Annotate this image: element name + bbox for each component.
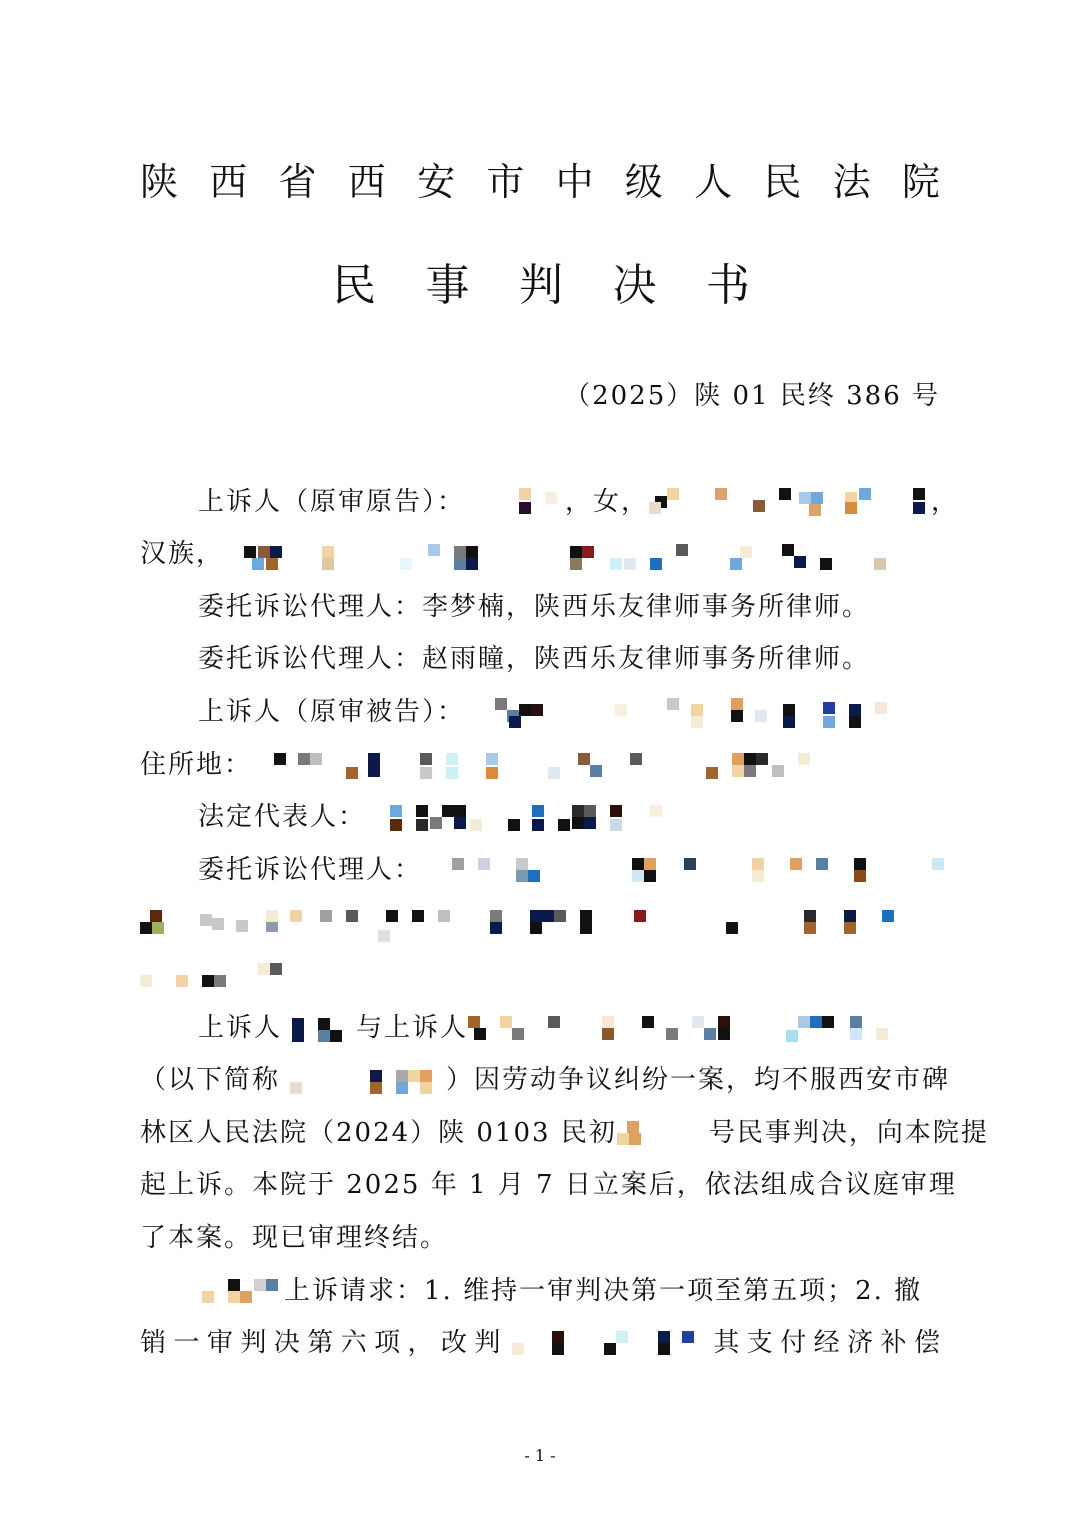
mosaic-cell bbox=[753, 500, 765, 512]
mosaic-cell bbox=[799, 492, 811, 504]
mosaic-cell bbox=[854, 858, 866, 870]
agent-3-label: 委托诉讼代理人： bbox=[198, 855, 423, 885]
mosaic-cell bbox=[615, 704, 627, 716]
case-intro-line bbox=[140, 1008, 942, 1048]
mosaic-cell bbox=[478, 858, 490, 870]
mosaic-cell bbox=[454, 546, 466, 558]
mosaic-cell bbox=[176, 975, 188, 987]
mosaic-cell bbox=[532, 819, 544, 831]
mosaic-cell bbox=[844, 910, 856, 922]
mosaic-cell bbox=[416, 805, 428, 817]
mosaic-cell bbox=[390, 805, 402, 817]
mosaic-cell bbox=[632, 858, 644, 870]
mosaic-cell bbox=[519, 704, 531, 716]
mosaic-cell bbox=[658, 1343, 670, 1355]
case-line-3 bbox=[140, 1113, 989, 1153]
mosaic-cell bbox=[604, 1343, 616, 1355]
mosaic-cell bbox=[582, 546, 594, 558]
mosaic-cell bbox=[850, 1028, 862, 1040]
mosaic-cell bbox=[786, 1030, 798, 1042]
agent-2-line: 委托诉讼代理人：赵雨瞳，陕西乐友律师事务所律师。 bbox=[198, 644, 871, 674]
redacted-line-2 bbox=[140, 955, 942, 995]
mosaic-cell bbox=[400, 558, 412, 570]
appellant-1-line-2 bbox=[140, 534, 942, 574]
mosaic-cell bbox=[258, 546, 270, 558]
mosaic-cell bbox=[820, 558, 832, 570]
mosaic-cell bbox=[236, 920, 248, 932]
mosaic-cell bbox=[266, 910, 278, 922]
mosaic-cell bbox=[610, 558, 622, 570]
mosaic-cell bbox=[649, 502, 661, 514]
mosaic-cell bbox=[632, 870, 644, 882]
case-number: （2025）陕 01 民终 386 号 bbox=[564, 381, 940, 411]
mosaic-cell bbox=[616, 1331, 628, 1343]
mosaic-cell bbox=[578, 753, 590, 765]
mosaic-cell bbox=[849, 716, 861, 728]
mosaic-cell bbox=[298, 753, 310, 765]
mosaic-cell bbox=[849, 704, 861, 716]
mosaic-cell bbox=[486, 753, 498, 765]
mosaic-cell bbox=[454, 558, 466, 570]
redacted-line-1 bbox=[140, 902, 942, 942]
mosaic-cell bbox=[570, 546, 582, 558]
mosaic-cell bbox=[446, 753, 458, 765]
agent-3-line bbox=[140, 850, 942, 890]
mosaic-cell bbox=[474, 1028, 486, 1040]
mosaic-cell bbox=[512, 1343, 524, 1355]
mosaic-cell bbox=[554, 910, 566, 922]
mosaic-cell bbox=[804, 922, 816, 934]
mosaic-cell bbox=[438, 910, 450, 922]
mosaic-cell bbox=[254, 1279, 266, 1291]
page-number: - 1 - bbox=[524, 1446, 556, 1465]
mosaic-cell bbox=[634, 910, 646, 922]
mosaic-cell bbox=[809, 504, 821, 516]
mosaic-cell bbox=[798, 1016, 810, 1028]
court-name-char: 西 bbox=[347, 160, 386, 204]
mosaic-cell bbox=[570, 558, 582, 570]
redacted-agent bbox=[422, 856, 942, 886]
mosaic-cell bbox=[152, 922, 164, 934]
mosaic-cell bbox=[684, 858, 696, 870]
mosaic-cell bbox=[252, 558, 264, 570]
redacted-name bbox=[200, 1277, 284, 1307]
mosaic-cell bbox=[416, 819, 428, 831]
mosaic-cell bbox=[378, 930, 390, 942]
agent-1-line: 委托诉讼代理人：李梦楠，陕西乐友律师事务所律师。 bbox=[198, 592, 871, 622]
mosaic-cell bbox=[794, 556, 806, 568]
case-line-2 bbox=[140, 1060, 951, 1100]
mosaic-cell bbox=[876, 1028, 888, 1040]
mosaic-cell bbox=[531, 704, 543, 716]
mosaic-cell bbox=[320, 910, 332, 922]
appellant-2-label: 上诉人（原审被告）： bbox=[198, 697, 466, 727]
mosaic-cell bbox=[420, 767, 432, 779]
mosaic-cell bbox=[650, 805, 662, 817]
redacted-name bbox=[508, 1329, 708, 1359]
mosaic-cell bbox=[706, 767, 718, 779]
mosaic-cell bbox=[396, 1070, 408, 1082]
mosaic-cell bbox=[468, 1016, 480, 1028]
mosaic-cell bbox=[386, 910, 398, 922]
mosaic-cell bbox=[798, 753, 810, 765]
case-line-3-a: 林区人民法院（2024）陕 0103 民初 bbox=[140, 1118, 617, 1148]
mosaic-cell bbox=[412, 910, 424, 922]
mosaic-cell bbox=[292, 1030, 304, 1042]
court-name-char: 人 bbox=[694, 160, 733, 204]
mosaic-cell bbox=[490, 922, 502, 934]
mosaic-cell bbox=[490, 910, 502, 922]
mosaic-cell bbox=[558, 819, 570, 831]
mosaic-cell bbox=[731, 698, 743, 710]
mosaic-cell bbox=[202, 1291, 214, 1303]
court-name-char: 市 bbox=[486, 160, 525, 204]
mosaic-cell bbox=[610, 805, 622, 817]
appellant-1-comma: ， bbox=[931, 487, 960, 517]
mosaic-cell bbox=[666, 1028, 678, 1040]
mosaic-cell bbox=[602, 1016, 614, 1028]
court-name-char: 安 bbox=[417, 160, 456, 204]
mosaic-cell bbox=[466, 558, 478, 570]
mosaic-cell bbox=[408, 1070, 420, 1082]
mosaic-cell bbox=[874, 558, 886, 570]
mosaic-cell bbox=[454, 805, 466, 817]
claim-text: 上诉请求：1. 维持一审判决第一项至第五项；2. 撤 bbox=[284, 1276, 923, 1306]
court-name-heading bbox=[140, 152, 940, 212]
appellant-1-label: 上诉人（原审原告）： bbox=[198, 487, 466, 517]
mosaic-cell bbox=[854, 870, 866, 882]
mosaic-cell bbox=[548, 1016, 560, 1028]
mosaic-cell bbox=[428, 544, 440, 556]
mosaic-cell bbox=[755, 710, 767, 722]
mosaic-cell bbox=[266, 1279, 278, 1291]
mosaic-cell bbox=[650, 558, 662, 570]
redacted-block bbox=[140, 908, 940, 938]
mosaic-cell bbox=[629, 1133, 641, 1145]
mosaic-cell bbox=[845, 502, 857, 514]
mosaic-cell bbox=[508, 819, 520, 831]
mosaic-cell bbox=[744, 753, 756, 765]
mosaic-cell bbox=[442, 805, 454, 817]
court-name-char: 省 bbox=[278, 160, 317, 204]
mosaic-cell bbox=[228, 1291, 240, 1303]
redacted-company bbox=[468, 1014, 888, 1044]
mosaic-cell bbox=[368, 765, 380, 777]
doc-title-char: 书 bbox=[706, 260, 750, 311]
mosaic-cell bbox=[370, 1082, 382, 1094]
mosaic-cell bbox=[258, 963, 270, 975]
case-line-5: 了本案。现已审理终结。 bbox=[140, 1223, 449, 1253]
mosaic-cell bbox=[691, 704, 703, 716]
mosaic-cell bbox=[816, 858, 828, 870]
mosaic-cell bbox=[512, 1028, 524, 1040]
mosaic-cell bbox=[644, 870, 656, 882]
mosaic-cell bbox=[658, 1331, 670, 1343]
mosaic-cell bbox=[274, 753, 286, 765]
mosaic-cell bbox=[584, 805, 596, 817]
mosaic-cell bbox=[913, 488, 925, 500]
mosaic-cell bbox=[346, 767, 358, 779]
mosaic-cell bbox=[783, 704, 795, 716]
mosaic-cell bbox=[519, 488, 531, 500]
mosaic-cell bbox=[676, 544, 688, 556]
mosaic-cell bbox=[932, 858, 944, 870]
mosaic-cell bbox=[290, 910, 302, 922]
mosaic-cell bbox=[752, 870, 764, 882]
mosaic-cell bbox=[528, 870, 540, 882]
redacted-name bbox=[280, 1066, 446, 1096]
mosaic-cell bbox=[266, 558, 278, 570]
mosaic-cell bbox=[627, 1121, 639, 1133]
address-label: 住所地： bbox=[140, 750, 253, 780]
doc-title-char: 事 bbox=[425, 260, 470, 311]
mosaic-cell bbox=[270, 546, 282, 558]
mosaic-cell bbox=[420, 753, 432, 765]
mosaic-cell bbox=[859, 488, 871, 500]
mosaic-cell bbox=[530, 922, 542, 934]
redacted-block bbox=[140, 961, 290, 991]
court-name-char: 院 bbox=[901, 160, 940, 204]
mosaic-cell bbox=[811, 492, 823, 504]
mosaic-cell bbox=[790, 858, 802, 870]
mosaic-cell bbox=[602, 1028, 614, 1040]
mosaic-cell bbox=[844, 922, 856, 934]
mosaic-cell bbox=[875, 702, 887, 714]
mosaic-cell bbox=[552, 1331, 564, 1343]
address-line bbox=[140, 745, 942, 785]
mosaic-cell bbox=[516, 858, 528, 870]
mosaic-cell bbox=[718, 1028, 730, 1040]
court-name-char: 西 bbox=[209, 160, 248, 204]
mosaic-cell bbox=[292, 1018, 304, 1030]
mosaic-cell bbox=[318, 1018, 330, 1030]
mosaic-cell bbox=[140, 922, 152, 934]
mosaic-cell bbox=[624, 558, 636, 570]
redacted-address bbox=[252, 751, 872, 781]
mosaic-cell bbox=[572, 805, 584, 817]
court-name-char: 中 bbox=[555, 160, 594, 204]
mosaic-cell bbox=[495, 698, 507, 710]
court-name-char: 级 bbox=[624, 160, 663, 204]
mosaic-cell bbox=[310, 753, 322, 765]
court-name-char: 陕 bbox=[140, 160, 179, 204]
mosaic-cell bbox=[500, 1016, 512, 1028]
mosaic-cell bbox=[779, 488, 791, 500]
document-type-heading bbox=[332, 254, 750, 318]
mosaic-cell bbox=[704, 1028, 716, 1040]
mosaic-cell bbox=[270, 963, 282, 975]
mosaic-cell bbox=[519, 502, 531, 514]
redacted-name bbox=[282, 1014, 356, 1044]
mosaic-cell bbox=[617, 1133, 629, 1145]
mosaic-cell bbox=[682, 1331, 694, 1343]
mosaic-cell bbox=[370, 1070, 382, 1082]
claim-line-2 bbox=[140, 1323, 942, 1363]
mosaic-cell bbox=[454, 817, 466, 829]
mosaic-cell bbox=[744, 765, 756, 777]
mosaic-cell bbox=[552, 1343, 564, 1355]
mosaic-cell bbox=[913, 502, 925, 514]
mosaic-cell bbox=[823, 716, 835, 728]
court-name-char: 民 bbox=[763, 160, 802, 204]
redacted-name bbox=[465, 488, 565, 518]
mosaic-cell bbox=[470, 819, 482, 831]
case-intro-appellant: 上诉人 bbox=[198, 1013, 283, 1043]
mosaic-cell bbox=[580, 922, 592, 934]
mosaic-cell bbox=[330, 1030, 342, 1042]
mosaic-cell bbox=[396, 1082, 408, 1094]
mosaic-cell bbox=[420, 1082, 432, 1094]
mosaic-cell bbox=[322, 546, 334, 558]
mosaic-cell bbox=[545, 492, 557, 504]
mosaic-cell bbox=[516, 870, 528, 882]
mosaic-cell bbox=[420, 1070, 432, 1082]
redacted-info bbox=[649, 488, 931, 518]
appellant-1-sex: ，女， bbox=[565, 487, 650, 517]
mosaic-cell bbox=[202, 975, 214, 987]
mosaic-cell bbox=[732, 753, 744, 765]
redacted-name bbox=[366, 803, 666, 833]
mosaic-cell bbox=[740, 546, 752, 558]
mosaic-cell bbox=[783, 716, 795, 728]
mosaic-cell bbox=[810, 1016, 822, 1028]
mosaic-cell bbox=[244, 546, 256, 558]
mosaic-cell bbox=[715, 488, 727, 500]
mosaic-cell bbox=[691, 716, 703, 728]
mosaic-cell bbox=[390, 819, 402, 831]
mosaic-cell bbox=[732, 765, 744, 777]
mosaic-cell bbox=[214, 975, 226, 987]
appellant-1-ethnicity: 汉族， bbox=[140, 539, 225, 569]
mosaic-cell bbox=[240, 1291, 252, 1303]
mosaic-cell bbox=[822, 1016, 834, 1028]
case-line-4: 起上诉。本院于 2025 年 1 月 7 日立案后，依法组成合议庭审理 bbox=[140, 1170, 957, 1200]
mosaic-cell bbox=[346, 910, 358, 922]
mosaic-cell bbox=[823, 702, 835, 714]
mosaic-cell bbox=[731, 710, 743, 722]
mosaic-cell bbox=[730, 558, 742, 570]
doc-title-char: 判 bbox=[519, 260, 563, 311]
mosaic-cell bbox=[322, 558, 334, 570]
claim-line-2-b: 其支付经济补偿 bbox=[707, 1328, 942, 1358]
redacted-company bbox=[465, 698, 885, 728]
mosaic-cell bbox=[726, 922, 738, 934]
legal-rep-label: 法定代表人： bbox=[198, 802, 367, 832]
mosaic-cell bbox=[882, 910, 894, 922]
case-line-3-b: 号民事判决，向本院提 bbox=[708, 1118, 989, 1148]
mosaic-cell bbox=[692, 1016, 704, 1028]
mosaic-cell bbox=[572, 817, 584, 829]
appellant-1-line bbox=[140, 482, 960, 522]
mosaic-cell bbox=[590, 765, 602, 777]
mosaic-cell bbox=[368, 753, 380, 765]
mosaic-cell bbox=[630, 753, 642, 765]
mosaic-cell bbox=[446, 767, 458, 779]
mosaic-cell bbox=[667, 488, 679, 500]
mosaic-cell bbox=[772, 765, 784, 777]
claim-line bbox=[140, 1271, 942, 1311]
mosaic-cell bbox=[850, 1016, 862, 1028]
appellant-2-line bbox=[140, 692, 942, 732]
mosaic-cell bbox=[752, 858, 764, 870]
mosaic-cell bbox=[228, 1279, 240, 1291]
mosaic-cell bbox=[580, 910, 592, 922]
case-line-2-b: ）因劳动争议纠纷一案，均不服西安市碑 bbox=[446, 1065, 951, 1095]
mosaic-cell bbox=[584, 817, 596, 829]
mosaic-cell bbox=[290, 1082, 302, 1094]
mosaic-cell bbox=[212, 918, 224, 930]
mosaic-cell bbox=[200, 914, 212, 926]
mosaic-cell bbox=[530, 910, 542, 922]
mosaic-cell bbox=[718, 1016, 730, 1028]
doc-title-char: 决 bbox=[612, 260, 657, 311]
case-intro-and: 与上诉人 bbox=[356, 1013, 469, 1043]
mosaic-cell bbox=[318, 1030, 330, 1042]
redacted-info bbox=[224, 540, 874, 570]
mosaic-cell bbox=[804, 910, 816, 922]
mosaic-cell bbox=[430, 817, 442, 829]
mosaic-cell bbox=[782, 544, 794, 556]
mosaic-cell bbox=[548, 767, 560, 779]
mosaic-cell bbox=[140, 975, 152, 987]
doc-title-char: 民 bbox=[332, 260, 376, 311]
claim-line-2-a: 销一审判决第六项，改判 bbox=[140, 1328, 508, 1358]
mosaic-cell bbox=[542, 910, 554, 922]
mosaic-cell bbox=[642, 1016, 654, 1028]
mosaic-cell bbox=[509, 716, 521, 728]
mosaic-cell bbox=[452, 858, 464, 870]
mosaic-cell bbox=[486, 767, 498, 779]
legal-rep-line bbox=[140, 797, 942, 837]
mosaic-cell bbox=[610, 819, 622, 831]
mosaic-cell bbox=[644, 858, 656, 870]
mosaic-cell bbox=[667, 698, 679, 710]
redacted-number bbox=[617, 1119, 709, 1149]
court-name-char: 法 bbox=[832, 160, 871, 204]
mosaic-cell bbox=[466, 546, 478, 558]
mosaic-cell bbox=[756, 753, 768, 765]
case-line-2-a: （以下简称 bbox=[140, 1065, 281, 1095]
mosaic-cell bbox=[532, 805, 544, 817]
mosaic-cell bbox=[150, 910, 162, 922]
